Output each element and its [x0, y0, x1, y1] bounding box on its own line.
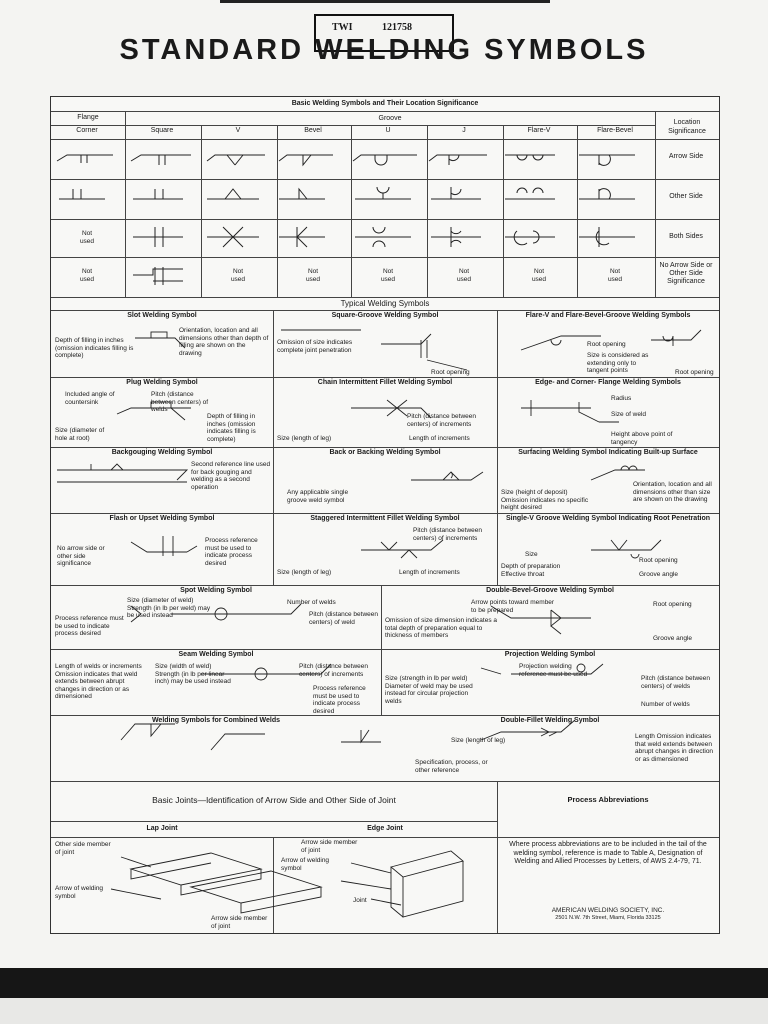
note-sv-angle: Groove angle: [639, 571, 679, 578]
bottom-light-band: [0, 998, 768, 1024]
lap-other-side: Other side member of joint: [55, 841, 111, 856]
panel-seam: Seam Welding Symbol: [178, 651, 254, 658]
top-edge-bar: [220, 0, 550, 3]
lap-arrow: Arrow of welding symbol: [55, 885, 104, 900]
note-stag-length: Length of increments: [399, 569, 460, 576]
subcol-flare-v: Flare-V: [527, 127, 551, 134]
note-stag-size: Size (length of leg): [277, 569, 332, 576]
process-body: Where process abbreviations are to be included in the tail of the welding symbol, reference is made to Table A, Designation of Welding and Allied Processes by Letters, of AWS 2.4-79, 71.: [509, 841, 707, 865]
note-seam-proc: Process reference must be used to indicate process desired: [313, 685, 366, 715]
panel-single-v: Single-V Groove Welding Symbol Indicating Root Penetration: [505, 515, 711, 522]
not-used-cell: Not used: [230, 268, 246, 283]
note-sv-depth: Depth of preparation: [501, 563, 561, 570]
note-proj-pitch: Pitch (distance between centers) of welds: [641, 675, 711, 690]
note-fv-root: Root opening: [587, 341, 626, 348]
bottom-dark-band: [0, 968, 768, 998]
panel-projection: Projection Welding Symbol: [504, 651, 596, 658]
panel-double-fillet: Double-Fillet Welding Symbol: [500, 717, 600, 724]
note-back-any: Any applicable single groove weld symbol: [287, 489, 349, 504]
row-label-1: Other Side: [669, 193, 703, 200]
panel-edge-corner: Edge- and Corner- Flange Welding Symbols: [535, 379, 681, 386]
note-sv-throat: Effective throat: [501, 571, 545, 578]
basic-table-title: Basic Welding Symbols and Their Location Significance: [291, 100, 479, 107]
panel-surfacing: Surfacing Welding Symbol Indicating Built-up Surface: [518, 449, 698, 456]
panel-back-backing: Back or Backing Welding Symbol: [329, 449, 441, 456]
basic-joints-title: Basic Joints—Identification of Arrow Side and Other Side of Joint: [152, 795, 396, 805]
panel-backgouging: Backgouging Welding Symbol: [111, 449, 213, 456]
note-chain-pitch: Pitch (distance between centers) of increments: [407, 413, 477, 428]
panel-plug: Plug Welding Symbol: [126, 379, 198, 386]
process-address: 2501 N.W. 7th Street, Miami, Florida 33125: [555, 915, 661, 921]
note-slot-orient: Orientation, location and all dimensions other than depth of filling are shown on the drawing: [179, 327, 269, 357]
panel-combined: Welding Symbols for Combined Welds: [151, 717, 281, 724]
subcol-square: Square: [150, 127, 174, 134]
note-edge-height: Height above point of tangency: [611, 431, 673, 446]
note-dbg-root: Root opening: [653, 601, 692, 608]
typical-symbol-glyphs: [51, 310, 719, 781]
note-proj-number: Number of welds: [641, 701, 690, 708]
subcol-flare-bevel: Flare-Bevel: [597, 127, 633, 134]
row-label-2: Both Sides: [669, 233, 703, 240]
note-flash-no: No arrow side or other side significance: [57, 545, 105, 567]
joint-illustrations: [51, 837, 497, 933]
edge-arrow: Arrow of welding symbol: [281, 857, 330, 872]
note-slot-depth: Depth of filling in inches (omission indicates filling is complete): [55, 337, 134, 359]
edge-joint-label: Joint: [353, 897, 367, 904]
groove-header: Groove: [378, 115, 402, 122]
note-sq-omission: Omission of size indicates complete joint penetration: [277, 339, 353, 354]
symbol-chart: [50, 96, 720, 934]
note-spot-proc: Process reference must be used to indicate process desired: [55, 615, 124, 637]
note-edge-size: Size of weld: [611, 411, 647, 418]
stamp-right-text: 121758: [382, 22, 412, 33]
edge-arrow-side: Arrow side member of joint: [301, 839, 358, 854]
note-stag-pitch: Pitch (distance between centers) of increments: [413, 527, 483, 542]
panel-spot: Spot Welding Symbol: [180, 587, 252, 594]
panel-staggered: Staggered Intermittent Fillet Welding Symbol: [310, 515, 460, 522]
note-spot-size: Size (diameter of weld) Strength (in lb per weld) may be used instead: [127, 597, 211, 619]
lap-joint-title: Lap Joint: [146, 825, 178, 832]
panel-double-bevel: Double-Bevel-Groove Welding Symbol: [486, 587, 614, 594]
not-used-cell: Not used: [305, 268, 321, 283]
process-org: AMERICAN WELDING SOCIETY, INC.: [551, 907, 665, 914]
note-fv-root2: Root opening: [675, 369, 714, 376]
location-header: Location Significance: [668, 119, 706, 135]
not-used-cell: Not used: [79, 230, 95, 245]
note-plug-pitch: Pitch (distance between centers) of welds: [151, 391, 209, 413]
flange-header: Flange: [77, 114, 99, 121]
note-sv-root: Root opening: [639, 557, 678, 564]
note-surf-size: Size (height of deposit) Omission indicates no specific height desired: [501, 489, 589, 511]
note-spot-number: Number of welds: [287, 599, 336, 606]
not-used-cell: Not used: [607, 268, 623, 283]
note-df-spec: Specification, process, or other reference: [415, 759, 488, 774]
subcol-corner: Corner: [76, 127, 98, 134]
note-proj-size: Size (strength in lb per weld) Diameter of weld may be used instead for circular projection welds: [385, 675, 473, 705]
note-dbg-arrow: Arrow points toward member to be prepared: [471, 599, 555, 614]
note-surf-orient: Orientation, location and all dimensions other than size are shown on the drawing: [633, 481, 712, 503]
note-plug-depth: Depth of filling in inches (omission indicates filling is complete): [207, 413, 256, 443]
subcol-j: J: [462, 127, 466, 134]
row-label-0: Arrow Side: [668, 153, 704, 160]
note-seam-size: Size (width of weld) Strength (in lb per linear inch) may be used instead: [155, 663, 231, 685]
note-dbg-angle: Groove angle: [653, 635, 693, 642]
note-chain-length: Length of increments: [409, 435, 470, 442]
note-seam-length: Length of welds or increments Omission indicates that weld extends between abrupt changes in direction or as dimensioned: [55, 663, 142, 700]
note-edge-radius: Radius: [611, 395, 632, 402]
panel-flash-upset: Flash or Upset Welding Symbol: [109, 515, 215, 522]
note-flash-proc: Process reference must be used to indicate process desired: [205, 537, 258, 567]
note-chain-size: Size (length of leg): [277, 435, 332, 442]
typical-section-title: Typical Welding Symbols: [340, 299, 430, 308]
note-sv-size: Size: [525, 551, 538, 558]
note-plug-angle: Included angle of countersink: [65, 391, 115, 406]
note-proj-ref: Projection welding reference must be used: [519, 663, 588, 678]
note-plug-size: Size (diameter of hole at root): [55, 427, 105, 442]
lap-arrow-side: Arrow side member of joint: [211, 915, 268, 930]
page-title: STANDARD WELDING SYMBOLS: [119, 34, 649, 66]
row-label-3: No Arrow Side or Other Side Significance: [659, 262, 713, 285]
edge-joint-title: Edge Joint: [367, 825, 403, 832]
subcol-u: U: [385, 127, 391, 134]
panel-chain: Chain Intermittent Fillet Welding Symbol: [317, 379, 453, 386]
stamp-left-text: TWI: [332, 22, 353, 33]
not-used-cell: Not used: [531, 268, 547, 283]
process-title: Process Abbreviations: [567, 795, 649, 804]
panel-slot: Slot Welding Symbol: [127, 312, 197, 319]
note-bg-second: Second reference line used for back gouging and welding as a second operation: [191, 461, 271, 491]
panel-flare: Flare-V and Flare-Bevel-Groove Welding Symbols: [525, 312, 691, 319]
subcol-bevel: Bevel: [304, 127, 322, 134]
note-spot-pitch: Pitch (distance between centers) of weld: [309, 611, 379, 626]
note-sq-root: Root opening: [431, 369, 470, 376]
not-used-cell: Not used: [79, 268, 95, 283]
note-df-size: Size (length of leg): [451, 737, 506, 744]
panel-square-groove: Square-Groove Welding Symbol: [331, 312, 439, 319]
not-used-cell: Not used: [380, 268, 396, 283]
subcol-v: V: [235, 127, 241, 134]
note-fv-size: Size is considered as extending only to tangent points: [587, 352, 649, 374]
note-dbg-omit: Omission of size dimension indicates a total depth of preparation equal to thickness of members: [385, 617, 497, 639]
note-seam-pitch: Pitch (distance between centers) of increments: [299, 663, 369, 678]
not-used-cell: Not used: [456, 268, 472, 283]
note-df-length: Length Omission indicates that weld extends between abrupt changes in direction or as dimensioned: [635, 733, 714, 763]
